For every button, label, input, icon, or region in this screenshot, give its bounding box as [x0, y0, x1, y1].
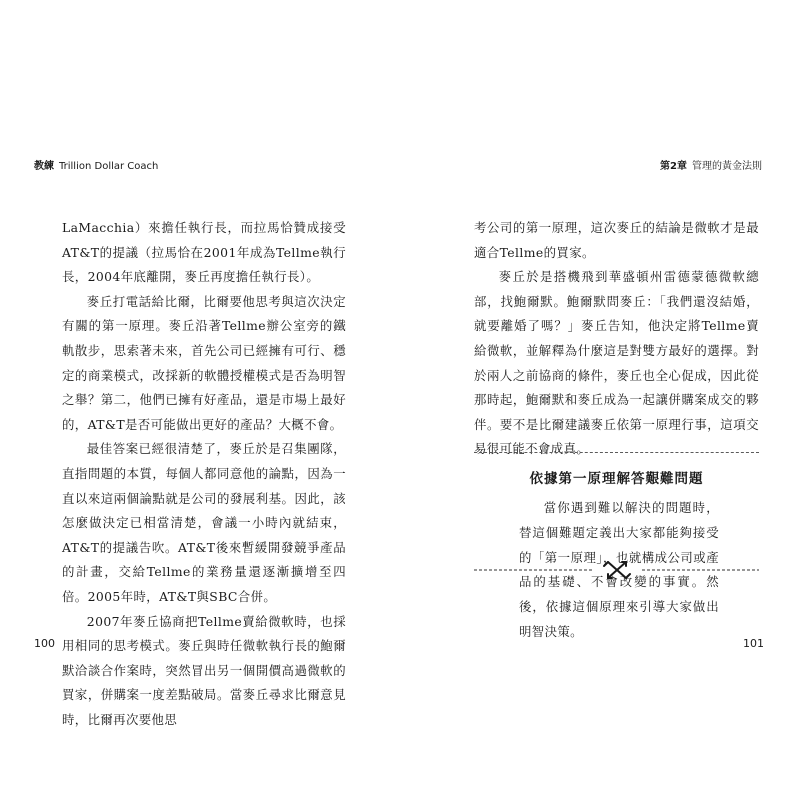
crossed-arrows-icon [604, 562, 630, 578]
running-head-left [34, 157, 158, 172]
paragraph: 麥丘打電話給比爾，比爾要他思考與這次決定有關的第一原理。麥丘沿著Tellme辦公室旁的鐵軌散步，思索著未來，首先公司已經擁有可行、穩定的商業模式，改採新的軟體授權模式是否為明智之舉？第二，他們已擁有好產品，還是市場上最好的，AT&T是否可能做出更好的產品？大概不會。 [62, 293, 346, 432]
paragraph: 2007年麥丘協商把Tellme賣給微軟時，也採用相同的思考模式。麥丘與時任微軟執行長的鮑爾默洽談合作案時，突然冒出另一個開價高過微軟的買家，併購案一度差點破局。當麥丘尋求比爾意見時，比爾再次要他思 [62, 613, 346, 727]
chapter-title: 管理的黃金法則 [692, 161, 762, 172]
left-body-text [62, 216, 346, 732]
page-number-right: 101 [743, 637, 764, 650]
ornament-divider [474, 558, 759, 582]
right-page [400, 0, 800, 800]
running-head-right [660, 157, 762, 172]
chapter-number: 第2章 [660, 161, 687, 172]
paragraph: 考公司的第一原理，這次麥丘的結論是微軟才是最適合Tellme的買家。 [474, 220, 759, 260]
paragraph: 麥丘於是搭機飛到華盛頓州雷德蒙德微軟總部，找鮑爾默。鮑爾默問麥丘：「我們還沒結婚，就要離婚了嗎？」麥丘告知，他決定將Tellme賣給微軟，並解釋為什麼這是對雙方最好的選擇。對於兩人之前協商的條件，麥丘也全心促成，因此從那時起，鮑爾默和麥丘成為一起讓併購案成交的夥伴。要不是比爾建議麥丘依第一原理行事，這項交易很可能不會成真。 [474, 269, 759, 457]
paragraph: LaMacchia）來擔任執行長，而拉馬恰贊成接受AT&T的提議（拉馬恰在2001年成為Tellme執行長，2004年底離開，麥丘再度擔任執行長）。 [62, 220, 346, 285]
book-subtitle: Trillion Dollar Coach [59, 161, 159, 172]
callout-paragraph: 當你遇到難以解決的問題時，替這個難題定義出大家都能夠接受的「第一原理」，也就構成公司或產品的基礎、不會改變的事實。然後，依據這個原理來引導大家做出明智決策。 [519, 500, 719, 639]
page-number-left: 100 [34, 637, 55, 650]
callout-title: 依據第一原理解答艱難問題 [529, 471, 704, 487]
callout-ornament [474, 558, 759, 582]
book-title: 教練 [34, 161, 54, 172]
right-body-text [474, 216, 759, 462]
callout-top-rule [474, 452, 759, 453]
paragraph: 最佳答案已經很清楚了，麥丘於是召集團隊，直指問題的本質，每個人都同意他的論點，因為一直以來這兩個論點就是公司的發展利基。因此，該怎麼做決定已相當清楚，會議一小時內就結束，AT&T的提議告吹。AT&T後來暫緩開發競爭產品的計畫，交給Tellme的業務量還逐漸擴增至四倍。2005年時，AT&T與SBC合併。 [62, 441, 346, 604]
